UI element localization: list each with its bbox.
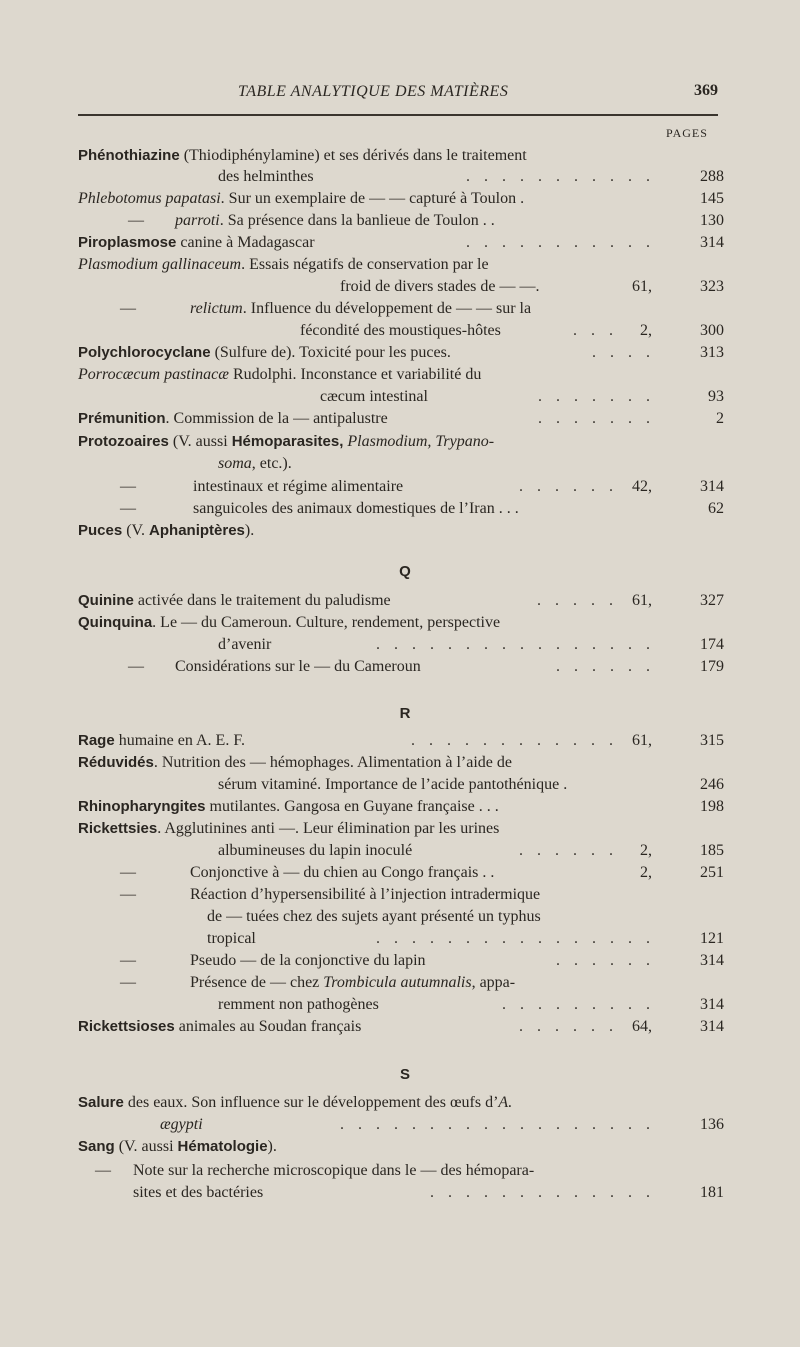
entry-text: Puces (V. Aphaniptères). bbox=[78, 522, 255, 539]
leader-dots: . . . . . bbox=[537, 592, 618, 609]
page-reference: 323 bbox=[700, 278, 724, 295]
index-line bbox=[0, 386, 800, 408]
leader-dots: . . . . . . . . . . . bbox=[466, 234, 655, 251]
leader-dots: . . . . . . bbox=[519, 842, 618, 859]
entry-text: albumineuses du lapin inoculé bbox=[218, 842, 413, 859]
index-line bbox=[0, 1136, 800, 1158]
entry-text: cæcum intestinal bbox=[320, 388, 428, 405]
leader-dots: . . . . . . . . . . . . . . . . . . bbox=[340, 1116, 655, 1133]
leader-dots: . . . . . . . . . . . bbox=[466, 168, 655, 185]
leader-dots: . . . bbox=[573, 322, 618, 339]
page-reference: 327 bbox=[700, 592, 724, 609]
page-reference: 246 bbox=[700, 776, 724, 793]
index-line bbox=[0, 730, 800, 752]
page-reference: 62 bbox=[708, 500, 724, 517]
page-number: 369 bbox=[694, 82, 718, 99]
leader-dots: . . . . . . . . . bbox=[502, 996, 655, 1013]
entry-text: Piroplasmose canine à Madagascar bbox=[78, 234, 315, 251]
entry-text: relictum. Influence du développement de — — sur la bbox=[190, 300, 532, 317]
volume-number: 2, bbox=[640, 322, 652, 339]
section-letter-q: Q bbox=[399, 563, 411, 580]
page-reference: 93 bbox=[708, 388, 724, 405]
page-reference: 300 bbox=[700, 322, 724, 339]
ditto-dash: — bbox=[120, 974, 136, 991]
index-line bbox=[0, 498, 800, 520]
leader-dots: . . . . bbox=[592, 344, 655, 361]
page-reference: 121 bbox=[700, 930, 724, 947]
index-line bbox=[0, 431, 800, 453]
running-title: TABLE ANALYTIQUE DES MATIÈRES bbox=[238, 83, 509, 100]
page-reference: 136 bbox=[700, 1116, 724, 1133]
entry-text: Rickettsioses animales au Soudan français bbox=[78, 1018, 362, 1035]
entry-text: Salure des eaux. Son influence sur le développement des œufs d’A. bbox=[78, 1094, 513, 1111]
leader-dots: . . . . . . bbox=[519, 1018, 618, 1035]
page-reference: 315 bbox=[700, 732, 724, 749]
entry-text: sites et des bactéries bbox=[133, 1184, 264, 1201]
volume-number: 61, bbox=[632, 278, 652, 295]
entry-text: Phlebotomus papatasi. Sur un exemplaire de — — capturé à Toulon . bbox=[78, 190, 525, 207]
entry-text: Rickettsies. Agglutinines anti —. Leur élimination par les urines bbox=[78, 820, 500, 837]
page-reference: 181 bbox=[700, 1184, 724, 1201]
entry-text: ægypti bbox=[160, 1116, 203, 1133]
entry-text: d’avenir bbox=[218, 636, 272, 653]
index-line bbox=[0, 1182, 800, 1204]
index-line bbox=[0, 656, 800, 678]
index-line bbox=[0, 408, 800, 430]
index-line bbox=[0, 254, 800, 276]
page-reference: 314 bbox=[700, 234, 724, 251]
entry-text: sanguicoles des animaux domestiques de l’Iran . . . bbox=[193, 500, 519, 517]
page-reference: 185 bbox=[700, 842, 724, 859]
index-line bbox=[0, 342, 800, 364]
entry-text: Quinine activée dans le traitement du paludisme bbox=[78, 592, 391, 609]
leader-dots: . . . . . . bbox=[519, 478, 618, 495]
volume-number: 61, bbox=[632, 732, 652, 749]
entry-text: Rhinopharyngites mutilantes. Gangosa en Guyane française . . . bbox=[78, 798, 499, 815]
page-reference: 179 bbox=[700, 658, 724, 675]
page-reference: 313 bbox=[700, 344, 724, 361]
index-line bbox=[0, 276, 800, 298]
entry-text: froid de divers stades de — —. bbox=[340, 278, 540, 295]
entry-text: tropical bbox=[207, 930, 256, 947]
entry-text: fécondité des moustiques-hôtes bbox=[300, 322, 501, 339]
page-reference: 314 bbox=[700, 1018, 724, 1035]
index-line bbox=[0, 818, 800, 840]
page-header bbox=[78, 80, 718, 108]
page-reference: 130 bbox=[700, 212, 724, 229]
index-line bbox=[0, 166, 800, 188]
page-reference: 314 bbox=[700, 478, 724, 495]
index-line bbox=[0, 476, 800, 498]
page-reference: 145 bbox=[700, 190, 724, 207]
index-line bbox=[0, 950, 800, 972]
leader-dots: . . . . . . . . . . . . bbox=[411, 732, 618, 749]
entry-text: intestinaux et régime alimentaire bbox=[193, 478, 404, 495]
leader-dots: . . . . . . . . . . . . . . . . bbox=[376, 636, 655, 653]
index-line bbox=[0, 298, 800, 320]
leader-dots: . . . . . . bbox=[556, 658, 655, 675]
index-line bbox=[0, 1016, 800, 1038]
ditto-dash: — bbox=[120, 886, 136, 903]
ditto-dash: — bbox=[120, 478, 136, 495]
ditto-dash: — bbox=[128, 658, 144, 675]
index-line bbox=[0, 994, 800, 1016]
entry-text: Rage humaine en A. E. F. bbox=[78, 732, 245, 749]
index-line bbox=[0, 232, 800, 254]
index-line bbox=[0, 1114, 800, 1136]
section-letter-s: S bbox=[399, 1066, 410, 1083]
header-rule bbox=[78, 114, 718, 116]
index-line bbox=[0, 520, 800, 542]
volume-number: 2, bbox=[640, 864, 652, 881]
index-line bbox=[0, 1092, 800, 1114]
page-reference: 198 bbox=[700, 798, 724, 815]
entry-text: Phénothiazine (Thiodiphénylamine) et ses dérivés dans le traitement bbox=[78, 147, 527, 164]
entry-text: soma, etc.). bbox=[218, 455, 292, 472]
pages-column-label: PAGES bbox=[666, 126, 708, 140]
entry-text: sérum vitaminé. Importance de l’acide pantothénique . bbox=[218, 776, 568, 793]
index-line bbox=[0, 364, 800, 386]
entry-text: Pseudo — de la conjonctive du lapin bbox=[190, 952, 426, 969]
index-line bbox=[0, 928, 800, 950]
index-line bbox=[0, 796, 800, 818]
index-line bbox=[0, 145, 800, 167]
page-reference: 174 bbox=[700, 636, 724, 653]
entry-text: Considérations sur le — du Cameroun bbox=[175, 658, 421, 675]
index-line bbox=[0, 590, 800, 612]
entry-text: Réduvidés. Nutrition des — hémophages. Alimentation à l’aide de bbox=[78, 754, 512, 771]
entry-text: Réaction d’hypersensibilité à l’injection intradermique bbox=[190, 886, 541, 903]
index-line bbox=[0, 972, 800, 994]
ditto-dash: — bbox=[95, 1162, 111, 1179]
index-line bbox=[0, 188, 800, 210]
ditto-dash: — bbox=[120, 300, 136, 317]
page-reference: 2 bbox=[716, 410, 724, 427]
entry-text: Plasmodium gallinaceum. Essais négatifs de conservation par le bbox=[78, 256, 489, 273]
entry-text: Conjonctive à — du chien au Congo français . . bbox=[190, 864, 495, 881]
leader-dots: . . . . . . bbox=[556, 952, 655, 969]
index-line bbox=[0, 612, 800, 634]
index-line bbox=[0, 752, 800, 774]
page-reference: 251 bbox=[700, 864, 724, 881]
volume-number: 64, bbox=[632, 1018, 652, 1035]
leader-dots: . . . . . . . . . . . . . bbox=[430, 1184, 655, 1201]
ditto-dash: — bbox=[120, 500, 136, 517]
volume-number: 42, bbox=[632, 478, 652, 495]
leader-dots: . . . . . . . bbox=[538, 410, 655, 427]
entry-text: parroti. Sa présence dans la banlieue de Toulon . . bbox=[175, 212, 495, 229]
entry-text: Sang (V. aussi Hématologie). bbox=[78, 1138, 277, 1155]
index-line bbox=[0, 884, 800, 906]
index-line bbox=[0, 862, 800, 884]
entry-text: Présence de — chez Trombicula autumnalis, appa- bbox=[190, 974, 516, 991]
index-line bbox=[0, 1160, 800, 1182]
ditto-dash: — bbox=[128, 212, 144, 229]
leader-dots: . . . . . . . bbox=[538, 388, 655, 405]
index-line bbox=[0, 906, 800, 928]
page-reference: 314 bbox=[700, 996, 724, 1013]
index-line bbox=[0, 774, 800, 796]
page-reference: 288 bbox=[700, 168, 724, 185]
volume-number: 2, bbox=[640, 842, 652, 859]
entry-text: de — tuées chez des sujets ayant présenté un typhus bbox=[207, 908, 541, 925]
index-line bbox=[0, 453, 800, 475]
leader-dots: . . . . . . . . . . . . . . . . bbox=[376, 930, 655, 947]
index-line bbox=[0, 840, 800, 862]
index-line bbox=[0, 320, 800, 342]
index-line bbox=[0, 634, 800, 656]
entry-text: Quinquina. Le — du Cameroun. Culture, rendement, perspective bbox=[78, 614, 501, 631]
page-reference: 314 bbox=[700, 952, 724, 969]
entry-text: Polychlorocyclane (Sulfure de). Toxicité pour les puces. bbox=[78, 344, 451, 361]
entry-text: Prémunition. Commission de la — antipalustre bbox=[78, 410, 388, 427]
section-letter-r: R bbox=[399, 705, 411, 722]
entry-text: Porrocæcum pastinacæ Rudolphi. Inconstance et variabilité du bbox=[78, 366, 482, 383]
entry-text: des helminthes bbox=[218, 168, 314, 185]
index-line bbox=[0, 210, 800, 232]
entry-text: Protozoaires (V. aussi Hémoparasites, Plasmodium, Trypano- bbox=[78, 433, 495, 450]
entry-text: Note sur la recherche microscopique dans le — des hémopara- bbox=[133, 1162, 535, 1179]
volume-number: 61, bbox=[632, 592, 652, 609]
ditto-dash: — bbox=[120, 864, 136, 881]
ditto-dash: — bbox=[120, 952, 136, 969]
entry-text: remment non pathogènes bbox=[218, 996, 379, 1013]
